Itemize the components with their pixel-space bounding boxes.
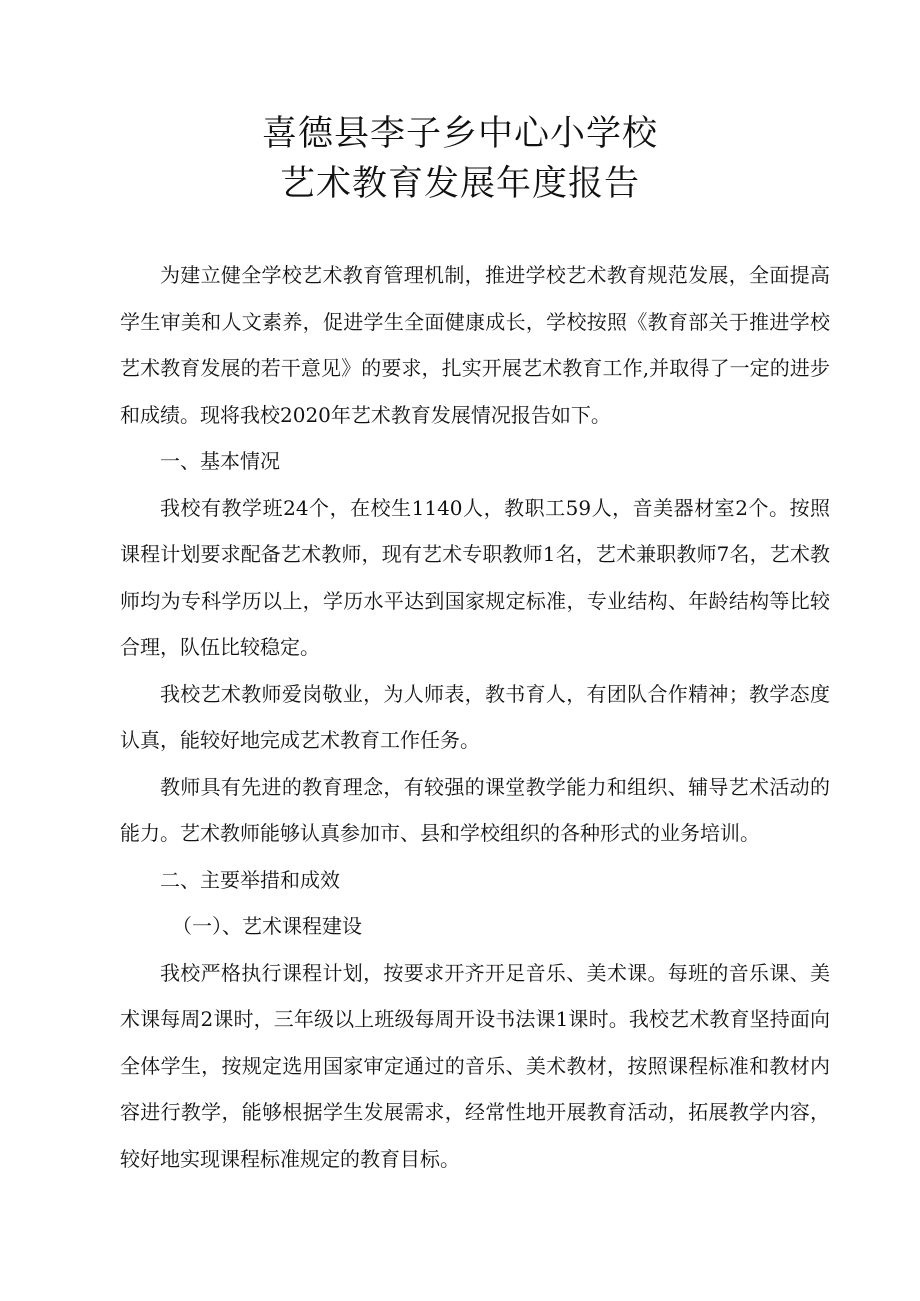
intro-paragraph: 为建立健全学校艺术教育管理机制，推进学校艺术教育规范发展，全面提高学生审美和人文素养，促进学生全面健康成长，学校按照《教育部关于推进学校艺术教育发展的若干意见》的要求，扎实开展艺术教育工作,并取得了一定的进步和成绩。现将我校2020年艺术教育发展情况报告如下。 [120,263,830,427]
basic-situation-paragraph: 我校有教学班24个，在校生1140人，教职工59人，音美器材室2个。按照课程计划要求配备艺术教师，现有艺术专职教师1名，艺术兼职教师7名，艺术教师均为专科学历以上，学历水平达到国家规定标准，专业结构、年龄结构等比较合理，队伍比较稳定。 [120,495,830,659]
document-title-line-1: 喜德县李子乡中心小学校 [261,114,658,154]
curriculum-paragraph: 我校严格执行课程计划，按要求开齐开足音乐、美术课。每班的音乐课、美术课每周2课时，三年级以上班级每周开设书法课1课时。我校艺术教育坚持面向全体学生，按规定选用国家审定通过的音乐、美术教材，按照课程标准和教材内容进行教学，能够根据学生发展需求，经常性地开展教育活动，拓展教学内容，较好地实现课程标准规定的教育目标。 [120,960,830,1171]
document-title-line-2: 艺术教育发展年度报告 [279,164,640,204]
subsection-heading-curriculum: （一）、艺术课程建设 [172,914,362,938]
section-heading-measures: 二、主要举措和成效 [160,867,340,892]
teacher-attitude-paragraph: 我校艺术教师爱岗敬业，为人师表，教书育人，有团队合作精神；教学态度认真，能较好地完成艺术教育工作任务。 [120,681,830,752]
section-heading-basic-situation: 一、基本情况 [160,449,280,473]
document-body [120,252,830,1182]
teacher-ability-paragraph: 教师具有先进的教育理念，有较强的课堂教学能力和组织、辅导艺术活动的能力。艺术教师能够认真参加市、县和学校组织的各种形式的业务培训。 [120,774,830,845]
